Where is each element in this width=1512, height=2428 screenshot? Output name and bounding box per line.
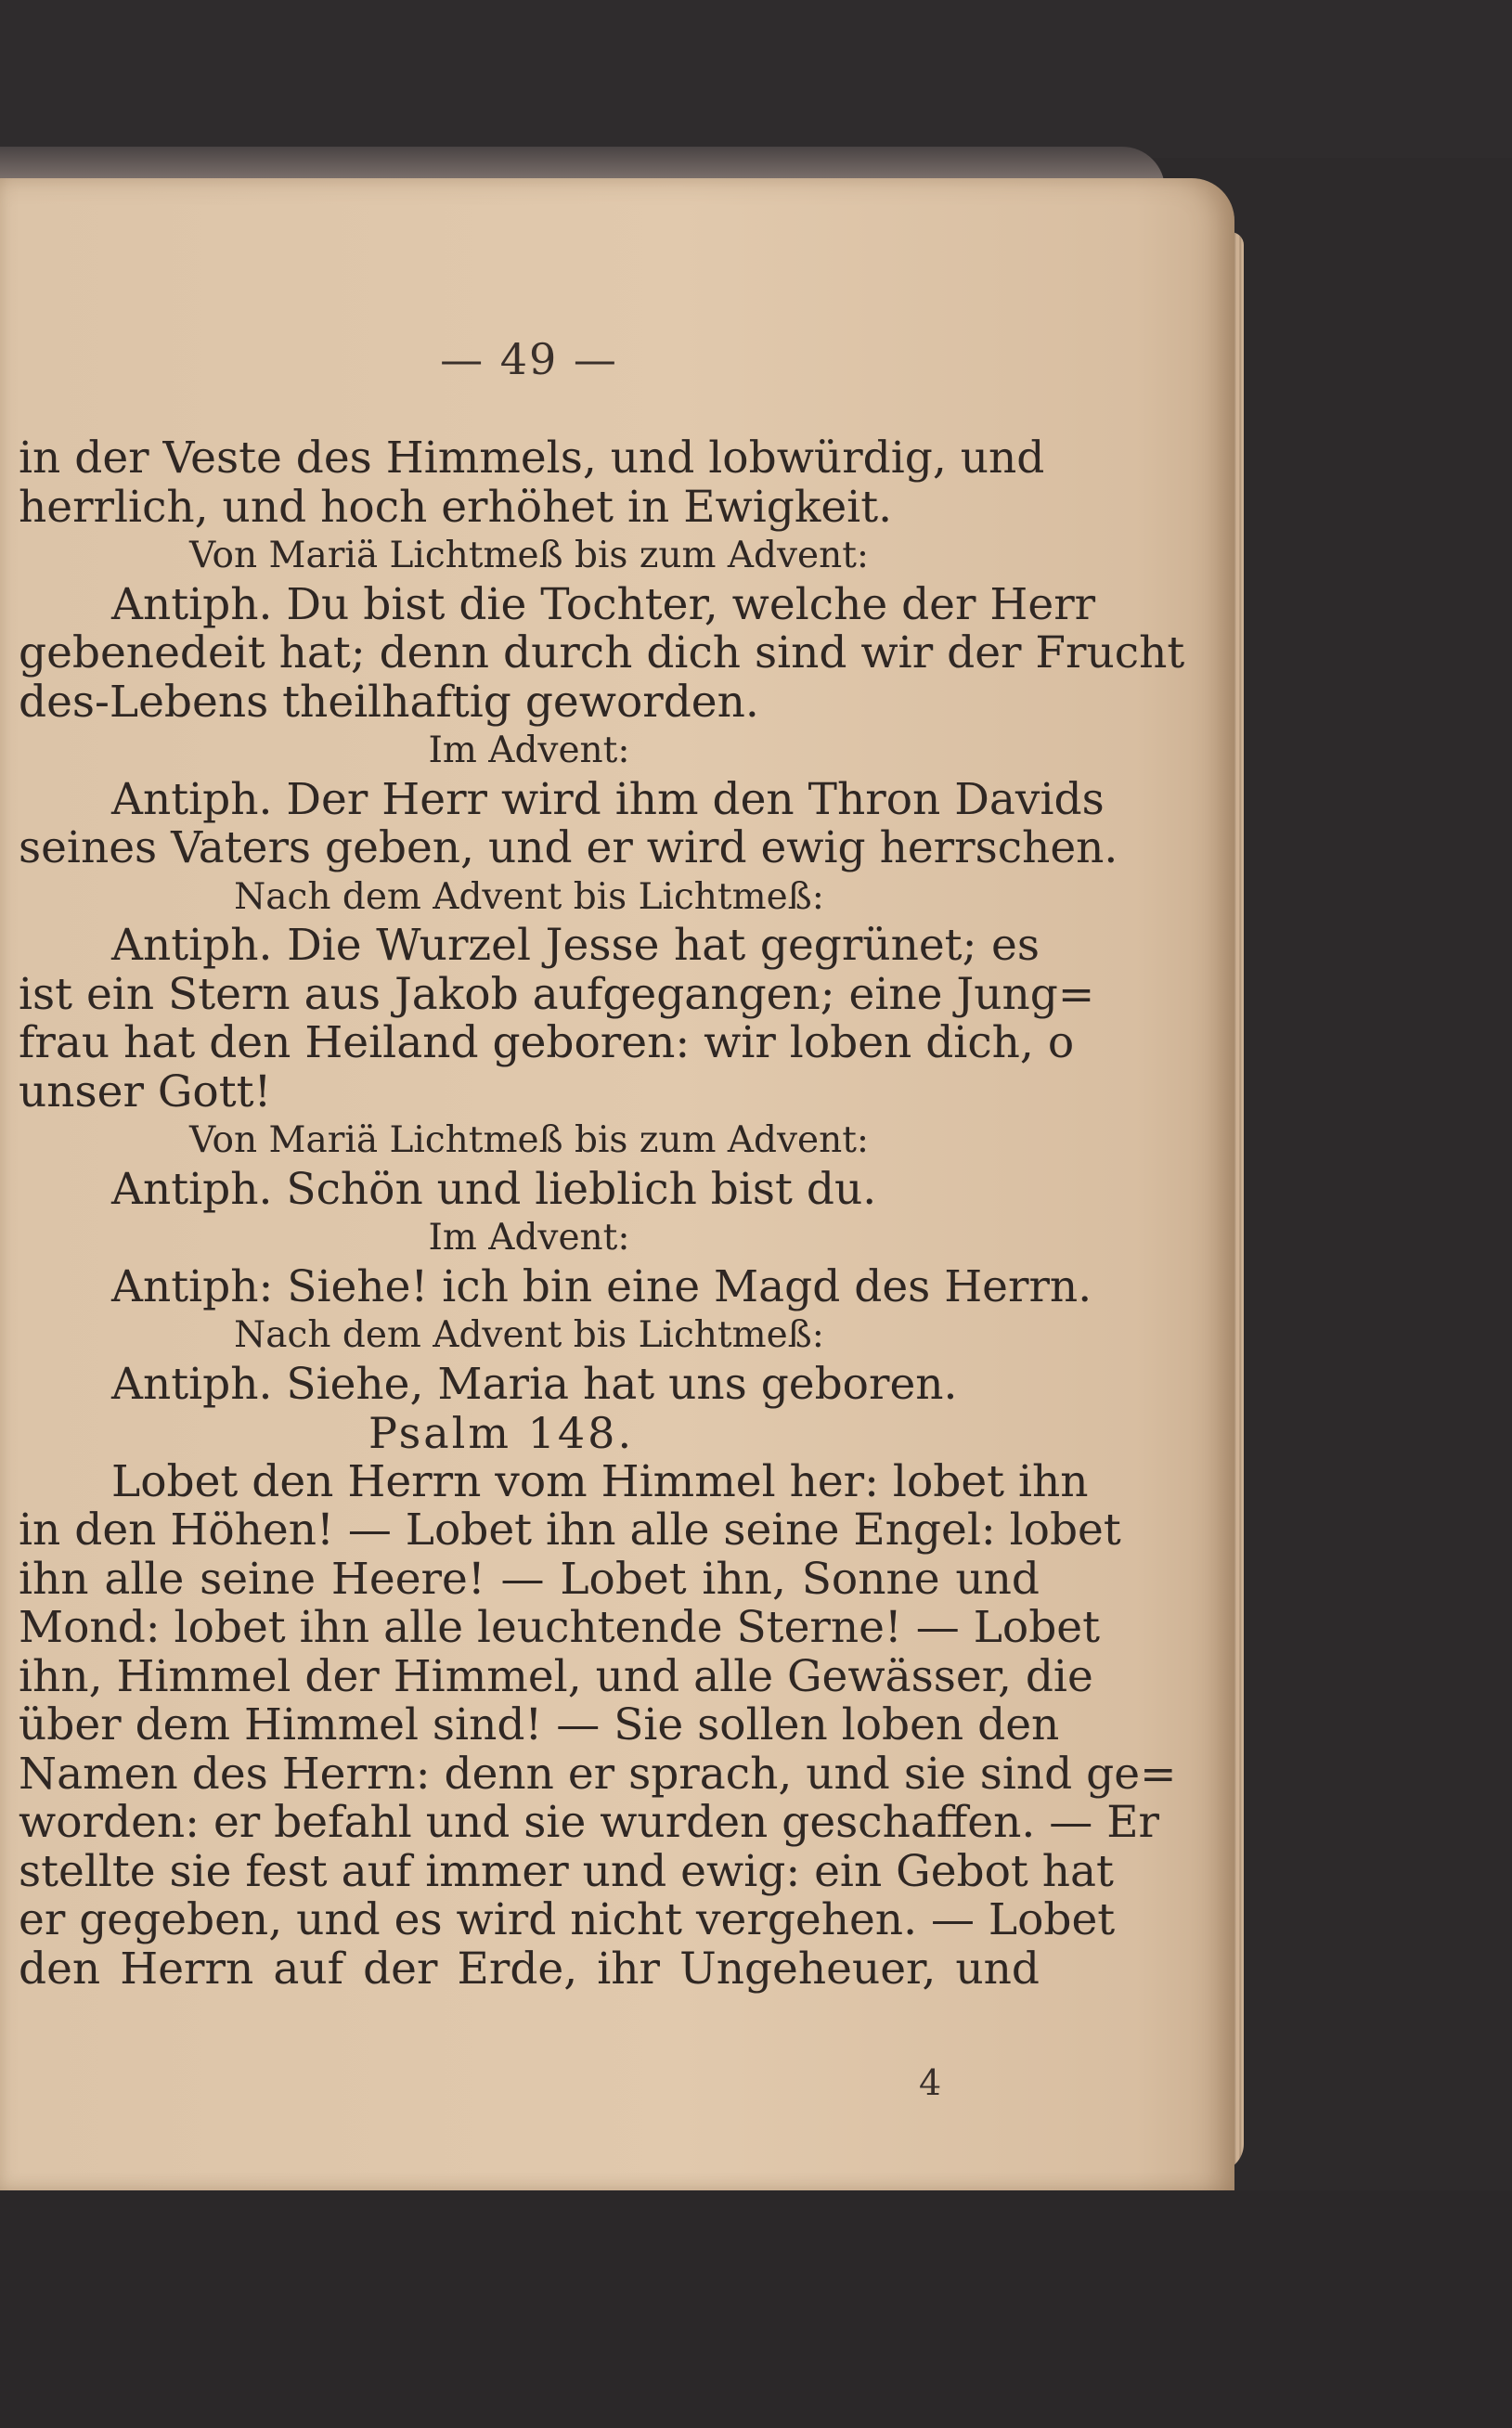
text-line: Mond: lobet ihn alle leuchtende Sterne! — Lobet xyxy=(19,1602,1100,1653)
background-top xyxy=(0,0,1512,158)
text-line: frau hat den Heiland geboren: wir loben dich, o xyxy=(19,1017,1075,1068)
text-line: unser Gott! xyxy=(19,1065,272,1117)
background-bottom xyxy=(0,2190,1512,2428)
psalm-heading: Psalm 148. xyxy=(368,1408,635,1458)
text-line: Antiph: Siehe! ich bin eine Magd des Herrn. xyxy=(111,1260,1092,1312)
text-line: Lobet den Herrn vom Himmel her: lobet ihn xyxy=(111,1455,1089,1507)
text-line: Antiph. Die Wurzel Jesse hat gegrünet; es xyxy=(111,920,1040,971)
text-line: Antiph. Siehe, Maria hat uns geboren. xyxy=(111,1358,958,1410)
text-line: des-Lebens theilhaftig geworden. xyxy=(19,676,759,728)
text-line: in den Höhen! — Lobet ihn alle seine Engel: lobet xyxy=(19,1505,1121,1556)
text-line: ist ein Stern aus Jakob aufgegangen; eine Jung= xyxy=(19,968,1095,1020)
text-line: ihn, Himmel der Himmel, und alle Gewässer, die xyxy=(19,1650,1093,1702)
section-heading: Im Advent: xyxy=(428,730,630,771)
text-line: Antiph. Der Herr wird ihm den Thron Davids xyxy=(111,773,1105,825)
text-line: in der Veste des Himmels, und lobwürdig, und xyxy=(19,433,1045,484)
text-line: über dem Himmel sind! — Sie sollen loben den xyxy=(19,1699,1060,1750)
section-heading: Von Mariä Lichtmeß bis zum Advent: xyxy=(188,535,870,576)
section-heading: Nach dem Advent bis Lichtmeß: xyxy=(234,1314,824,1356)
text-line: Antiph. Schön und lieblich bist du. xyxy=(111,1163,877,1215)
section-heading: Von Mariä Lichtmeß bis zum Advent: xyxy=(188,1119,870,1161)
text-line: herrlich, und hoch erhöhet in Ewigkeit. xyxy=(19,481,893,533)
text-line: seines Vaters geben, und er wird ewig herrschen. xyxy=(19,822,1118,873)
text-line: worden: er befahl und sie wurden geschaffen. — Er xyxy=(19,1797,1159,1848)
text-line: er gegeben, und es wird nicht vergehen. — Lobet xyxy=(19,1894,1116,1945)
text-line: ihn alle seine Heere! — Lobet ihn, Sonne und xyxy=(19,1553,1040,1605)
section-heading: Nach dem Advent bis Lichtmeß: xyxy=(234,875,824,918)
text-line: gebenedeit hat; denn durch dich sind wir der Frucht xyxy=(19,627,1185,678)
signature-mark: 4 xyxy=(919,2062,942,2103)
page-text xyxy=(19,433,1185,1995)
text-line: Antiph. Du bist die Tochter, welche der Herr xyxy=(111,578,1096,630)
section-heading: Im Advent: xyxy=(428,1217,630,1259)
text-line: den Herrn auf der Erde, ihr Ungeheuer, und xyxy=(19,1943,1040,1995)
text-line: Namen des Herrn: denn er sprach, und sie sind ge= xyxy=(19,1748,1177,1800)
text-line: stellte sie fest auf immer und ewig: ein Gebot hat xyxy=(19,1845,1114,1897)
page-number: — 49 — xyxy=(440,334,618,384)
